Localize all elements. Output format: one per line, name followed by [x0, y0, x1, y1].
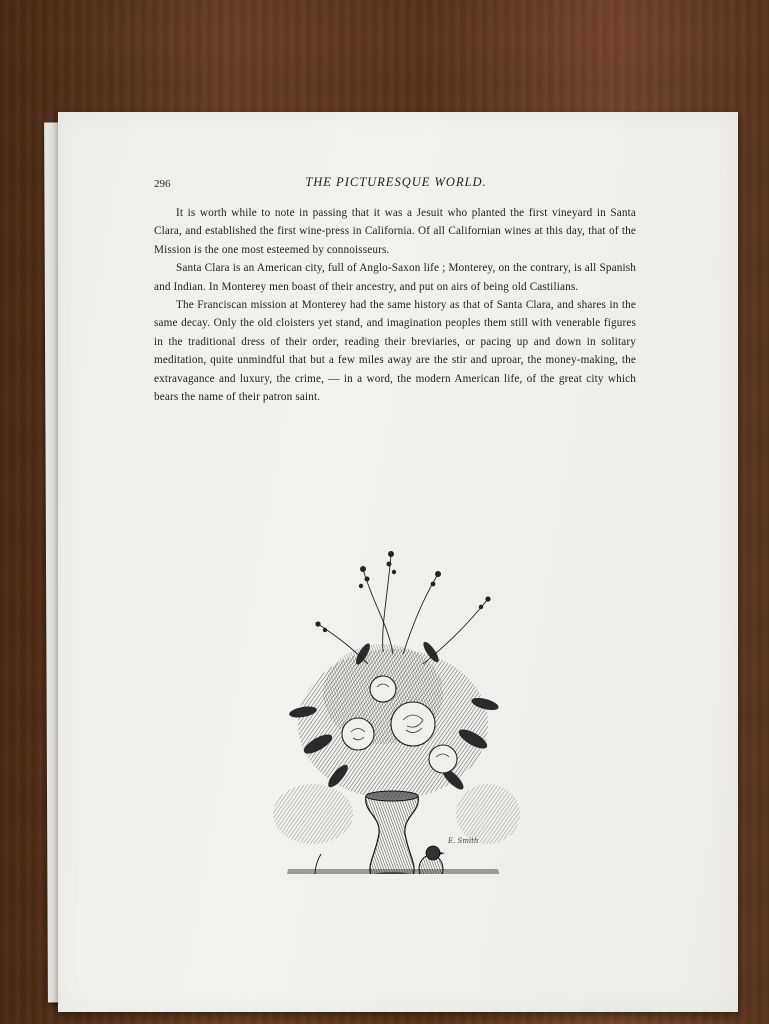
book-page: [58, 112, 738, 1012]
running-title: THE PICTURESQUE WORLD.: [305, 175, 487, 189]
paragraph: It is worth while to note in passing that it was a Jesuit who planted the first vineyard in Santa Clara, and established the first wine-press in California. Of all Californian wines at this day, that of the Mission is the one most esteemed by connoisseurs.: [154, 207, 636, 256]
body-text: [154, 204, 636, 406]
artist-signature: E. Smith: [448, 837, 479, 845]
page-number: 296: [154, 178, 171, 190]
flower-vase-engraving-icon: [263, 524, 523, 874]
paragraph: The Franciscan mission at Monterey had the same history as that of Santa Clara, and shares in the same decay. Only the old cloisters yet stand, and imagination peoples them still with venerable figures in the traditional dress of their order, reading their breviaries, or pacing up and down in solitary meditation, quite unmindful that but a few miles away are the stir and uproar, the money-making, the extravagance and luxury, the crime, — in a word, the modern American life, of the great city which bears the name of their patron saint.: [154, 299, 636, 404]
paragraph: Santa Clara is an American city, full of Anglo-Saxon life ; Monterey, on the contrary, is all Spanish and Indian. In Monterey men boast of their ancestry, and put on airs of being old Castilians.: [154, 262, 636, 293]
page-header: [154, 174, 638, 194]
